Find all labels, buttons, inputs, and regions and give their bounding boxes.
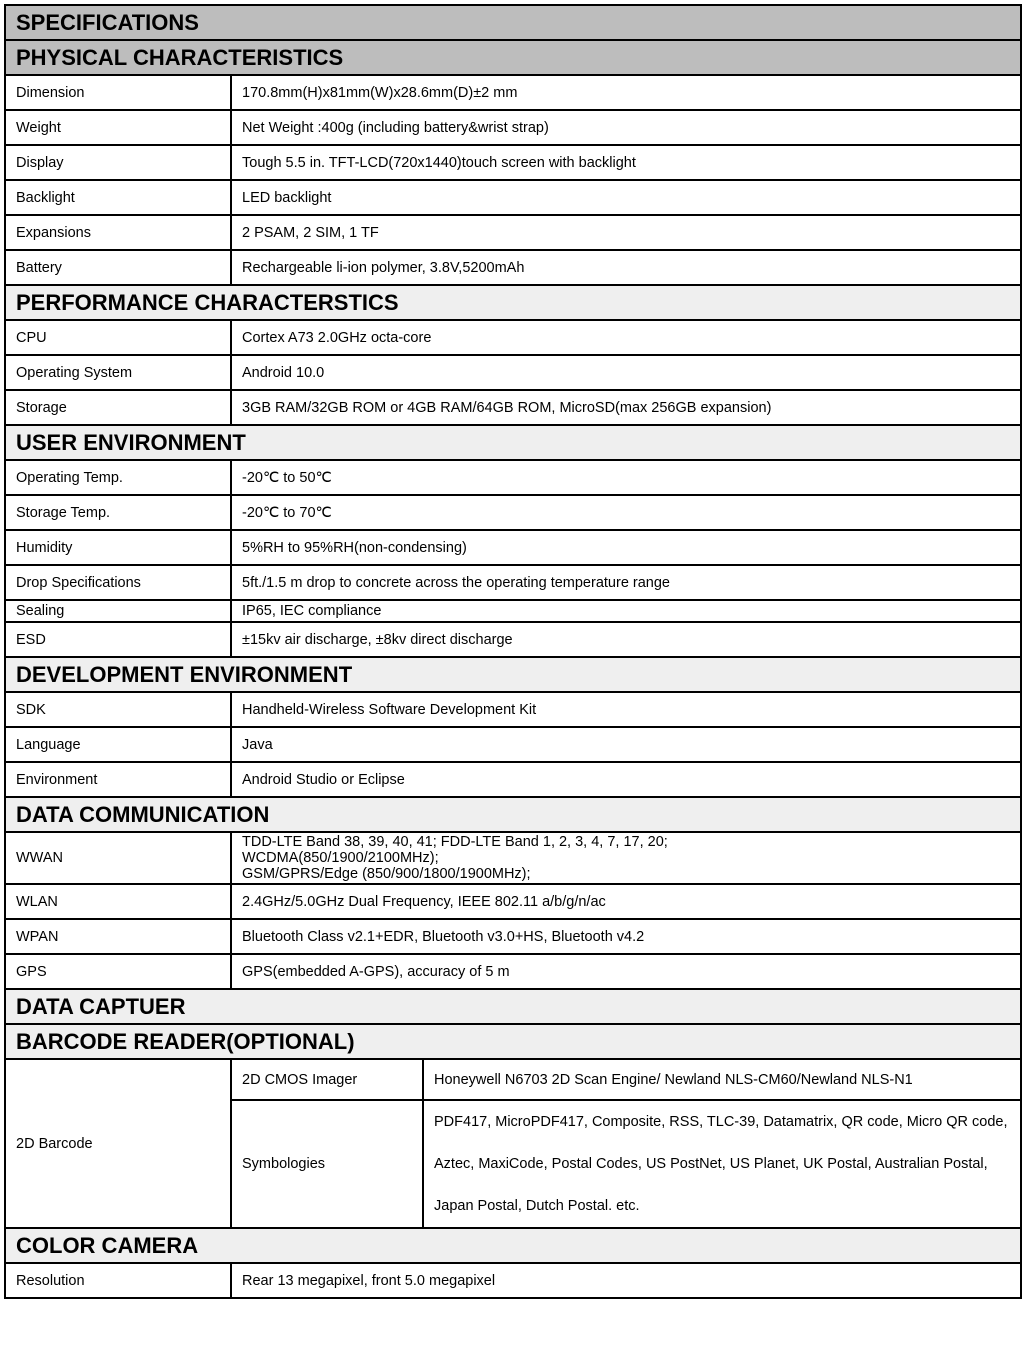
spec-label: Storage (5, 390, 231, 425)
spec-label: Operating System (5, 355, 231, 390)
section-title-development-environment: DEVELOPMENT ENVIRONMENT (5, 657, 1021, 692)
spec-row (5, 320, 1021, 355)
spec-label: WPAN (5, 919, 231, 954)
spec-table (4, 4, 1022, 1299)
section-header (5, 40, 1021, 75)
spec-value: Net Weight :400g (including battery&wrist strap) (231, 110, 1021, 145)
spec-label: Drop Specifications (5, 565, 231, 600)
section-title-physical: PHYSICAL CHARACTERISTICS (5, 40, 1021, 75)
spec-value: Java (231, 727, 1021, 762)
spec-row (5, 692, 1021, 727)
spec-value: Rear 13 megapixel, front 5.0 megapixel (231, 1263, 1021, 1298)
spec-label: Display (5, 145, 231, 180)
spec-value: 3GB RAM/32GB ROM or 4GB RAM/64GB ROM, MicroSD(max 256GB expansion) (231, 390, 1021, 425)
spec-row (5, 565, 1021, 600)
spec-label: WWAN (5, 832, 231, 884)
spec-row (5, 495, 1021, 530)
spec-value: GPS(embedded A-GPS), accuracy of 5 m (231, 954, 1021, 989)
wwan-line: TDD-LTE Band 38, 39, 40, 41; FDD-LTE Band 1, 2, 3, 4, 7, 17, 20; (242, 834, 668, 850)
spec-label: Expansions (5, 215, 231, 250)
spec-value: Cortex A73 2.0GHz octa-core (231, 320, 1021, 355)
spec-value: 2 PSAM, 2 SIM, 1 TF (231, 215, 1021, 250)
spec-row (5, 1263, 1021, 1298)
spec-row (5, 355, 1021, 390)
spec-sheet (4, 4, 1020, 1299)
spec-row (5, 954, 1021, 989)
spec-row (5, 884, 1021, 919)
spec-value: IP65, IEC compliance (231, 600, 1021, 622)
section-header (5, 797, 1021, 832)
spec-row (5, 622, 1021, 657)
spec-value: Tough 5.5 in. TFT-LCD(720x1440)touch screen with backlight (231, 145, 1021, 180)
spec-label: Environment (5, 762, 231, 797)
spec-row (5, 215, 1021, 250)
spec-label: Battery (5, 250, 231, 285)
spec-label: ESD (5, 622, 231, 657)
section-title-data-communication: DATA COMMUNICATION (5, 797, 1021, 832)
spec-row-wwan (5, 832, 1021, 884)
spec-label: Weight (5, 110, 231, 145)
spec-label: SDK (5, 692, 231, 727)
spec-value: Android 10.0 (231, 355, 1021, 390)
spec-row (5, 390, 1021, 425)
spec-label: GPS (5, 954, 231, 989)
spec-label: Resolution (5, 1263, 231, 1298)
spec-row (5, 460, 1021, 495)
spec-label: Sealing (5, 600, 231, 622)
spec-value: Honeywell N6703 2D Scan Engine/ Newland NLS-CM60/Newland NLS-N1 (423, 1059, 1021, 1100)
spec-row (5, 530, 1021, 565)
spec-value: -20℃ to 70℃ (231, 495, 1021, 530)
spec-row (5, 145, 1021, 180)
spec-value: ±15kv air discharge, ±8kv direct discharge (231, 622, 1021, 657)
wwan-line: GSM/GPRS/Edge (850/900/1800/1900MHz); (242, 866, 531, 882)
spec-row (5, 600, 1021, 622)
section-header (5, 425, 1021, 460)
spec-label: CPU (5, 320, 231, 355)
section-header (5, 657, 1021, 692)
spec-row (5, 727, 1021, 762)
title-row (5, 5, 1021, 40)
spec-row (5, 919, 1021, 954)
spec-label: Dimension (5, 75, 231, 110)
spec-value: 5ft./1.5 m drop to concrete across the operating temperature range (231, 565, 1021, 600)
section-title-barcode-reader: BARCODE READER(OPTIONAL) (5, 1024, 1021, 1059)
spec-value: -20℃ to 50℃ (231, 460, 1021, 495)
spec-label: Language (5, 727, 231, 762)
spec-row (5, 110, 1021, 145)
page-title: SPECIFICATIONS (5, 5, 1021, 40)
section-header (5, 1024, 1021, 1059)
spec-label: Storage Temp. (5, 495, 231, 530)
spec-value: Handheld-Wireless Software Development Kit (231, 692, 1021, 727)
section-header (5, 1228, 1021, 1263)
spec-row (5, 180, 1021, 215)
section-title-performance: PERFORMANCE CHARACTERSTICS (5, 285, 1021, 320)
section-title-user-environment: USER ENVIRONMENT (5, 425, 1021, 460)
section-header (5, 989, 1021, 1024)
spec-value-multiline (231, 832, 1021, 884)
spec-sublabel: 2D CMOS Imager (231, 1059, 423, 1100)
spec-value: PDF417, MicroPDF417, Composite, RSS, TLC-39, Datamatrix, QR code, Micro QR code, Aztec, MaxiCode, Postal Codes, US PostNet, US Planet, UK Postal, Australian Postal, Japan Postal, Dutch Postal. etc. (423, 1100, 1021, 1228)
spec-label: Backlight (5, 180, 231, 215)
spec-value: Android Studio or Eclipse (231, 762, 1021, 797)
spec-row (5, 250, 1021, 285)
spec-label: 2D Barcode (5, 1059, 231, 1228)
spec-label: Operating Temp. (5, 460, 231, 495)
spec-value: Bluetooth Class v2.1+EDR, Bluetooth v3.0+HS, Bluetooth v4.2 (231, 919, 1021, 954)
section-title-color-camera: COLOR CAMERA (5, 1228, 1021, 1263)
spec-value: Rechargeable li-ion polymer, 3.8V,5200mAh (231, 250, 1021, 285)
spec-label: WLAN (5, 884, 231, 919)
spec-row (5, 762, 1021, 797)
spec-label: Humidity (5, 530, 231, 565)
section-header (5, 285, 1021, 320)
spec-value: 5%RH to 95%RH(non-condensing) (231, 530, 1021, 565)
spec-sublabel: Symbologies (231, 1100, 423, 1228)
section-title-data-capture: DATA CAPTUER (5, 989, 1021, 1024)
wwan-line: WCDMA(850/1900/2100MHz); (242, 850, 439, 866)
spec-row (5, 75, 1021, 110)
spec-value: 2.4GHz/5.0GHz Dual Frequency, IEEE 802.11 a/b/g/n/ac (231, 884, 1021, 919)
spec-value: LED backlight (231, 180, 1021, 215)
spec-row-barcode-imager (5, 1059, 1021, 1100)
spec-value: 170.8mm(H)x81mm(W)x28.6mm(D)±2 mm (231, 75, 1021, 110)
